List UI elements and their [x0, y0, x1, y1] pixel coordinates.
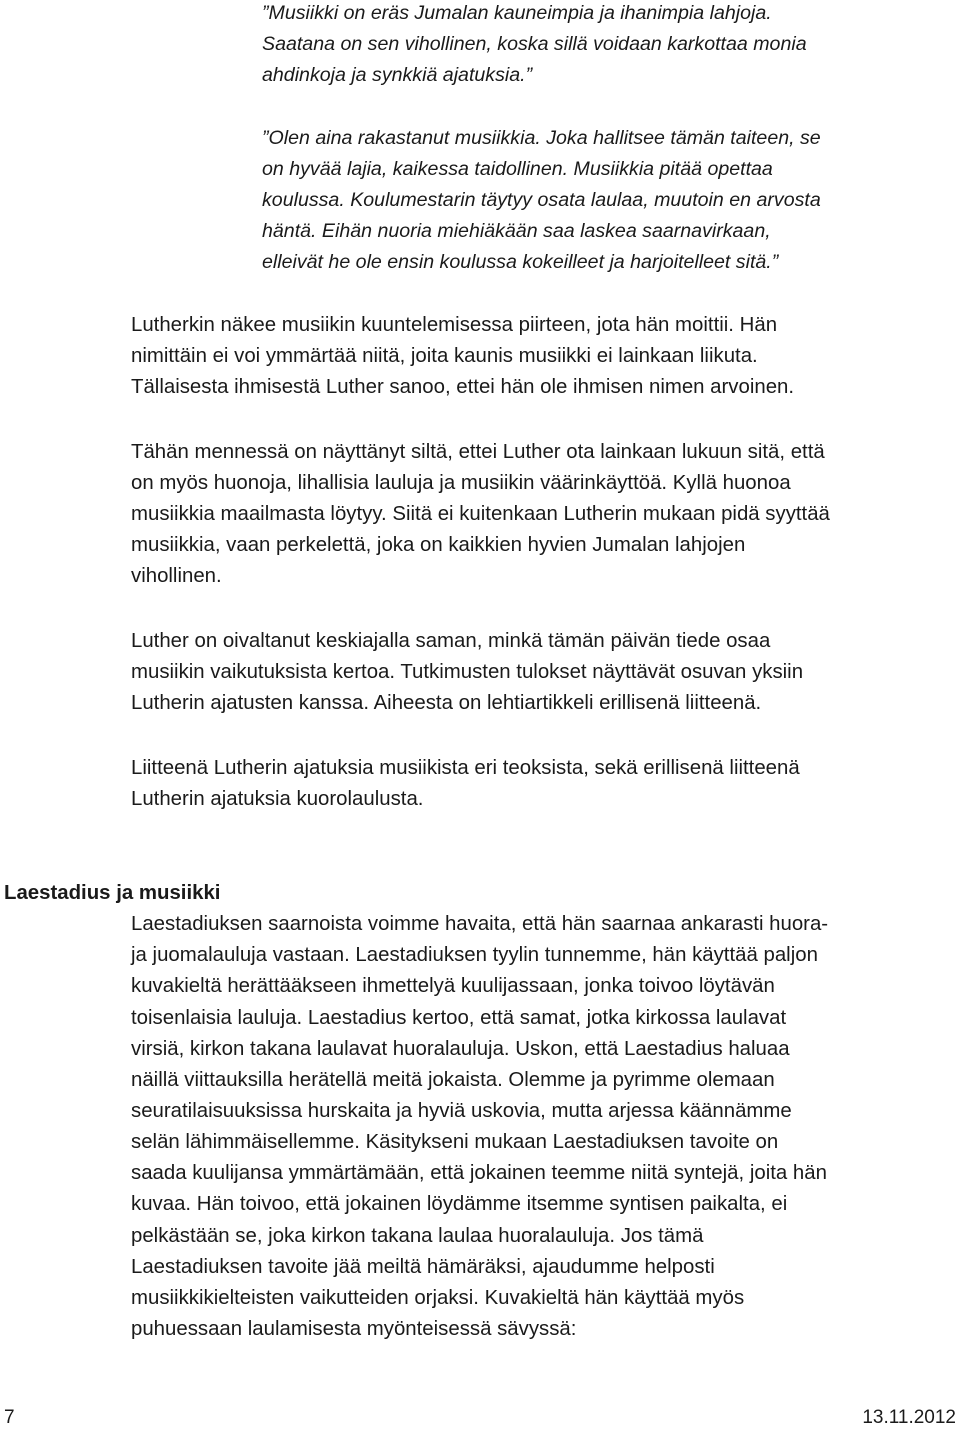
footer-date: 13.11.2012: [862, 1407, 956, 1428]
quote2-line: elleivät he ole ensin koulussa kokeilleet ja harjoitelleet sitä.”: [262, 251, 779, 273]
para3-line: musiikin vaikutuksista kertoa. Tutkimusten tulokset näyttävät osuvan yksiin: [131, 661, 804, 683]
section-heading: Laestadius ja musiikki: [4, 882, 221, 904]
para4-line: Liitteenä Lutherin ajatuksia musiikista eri teoksista, sekä erillisenä liitteenä: [131, 757, 800, 779]
para2-line: vihollinen.: [131, 565, 222, 587]
para5-line: näillä viittauksilla herätellä meitä jokaista. Olemme ja pyrimme olemaan: [131, 1069, 775, 1091]
para2-line: musiikkia maailmasta löytyy. Siitä ei kuitenkaan Lutherin mukaan pidä syyttää: [131, 503, 830, 525]
para5-line: kuvakieltä herättääkseen ihmettelyä kuulijassaan, jonka toivoo löytävän: [131, 975, 775, 997]
para1-line: Lutherkin näkee musiikin kuuntelemisessa piirteen, jota hän moittii. Hän: [131, 314, 778, 336]
para5-line: toisenlaisia lauluja. Laestadius kertoo, että samat, jotka kirkossa laulavat: [131, 1007, 787, 1029]
quote2-line: on hyvää lajia, kaikessa taidollinen. Musiikkia pitää opettaa: [262, 158, 773, 180]
para5-line: Laestadiuksen saarnoista voimme havaita, että hän saarnaa ankarasti huora-: [131, 913, 829, 935]
quote2-line: koulussa. Koulumestarin täytyy osata laulaa, muutoin en arvosta: [262, 189, 821, 211]
para5-line: musiikkikielteisten vaikutteiden orjaksi. Kuvakieltä hän käyttää myös: [131, 1287, 745, 1309]
quote1-line: ”Musiikki on eräs Jumalan kauneimpia ja ihanimpia lahjoja.: [262, 2, 772, 24]
para5-line: seuratilaisuuksissa hurskaita ja hyviä uskovia, mutta arjessa käännämme: [131, 1100, 792, 1122]
para5-line: virsiä, kirkon takana laulavat huoralauluja. Uskon, että Laestadius haluaa: [131, 1038, 790, 1060]
quote1-line: ahdinkoja ja synkkiä ajatuksia.”: [262, 64, 533, 86]
para4-line: Lutherin ajatuksia kuorolaulusta.: [131, 788, 424, 810]
para2-line: Tähän mennessä on näyttänyt siltä, ettei Luther ota lainkaan lukuun sitä, että: [131, 441, 825, 463]
para5-line: ja juomalauluja vastaan. Laestadiuksen tyylin tunnemme, hän käyttää paljon: [131, 944, 818, 966]
para5-line: pelkästään se, joka kirkon takana laulaa huoralauluja. Jos tämä: [131, 1225, 704, 1247]
para3-line: Lutherin ajatusten kanssa. Aiheesta on lehtiartikkeli erillisenä liitteenä.: [131, 692, 762, 714]
page-number: 7: [4, 1407, 15, 1428]
para3-line: Luther on oivaltanut keskiajalla saman, minkä tämän päivän tiede osaa: [131, 630, 771, 652]
para2-line: on myös huonoja, lihallisia lauluja ja musiikin väärinkäyttöä. Kyllä huonoa: [131, 472, 791, 494]
para5-line: selän lähimmäisellemme. Käsitykseni mukaan Laestadiuksen tavoite on: [131, 1131, 779, 1153]
para1-line: Tällaisesta ihmisestä Luther sanoo, ettei hän ole ihmisen nimen arvoinen.: [131, 376, 795, 398]
para5-line: kuvaa. Hän toivoo, että jokainen löydämme itsemme syntisen paikalta, ei: [131, 1193, 788, 1215]
quote2-line: ”Olen aina rakastanut musiikkia. Joka hallitsee tämän taiteen, se: [262, 127, 821, 149]
para5-line: Laestadiuksen tavoite jää meiltä hämäräksi, ajaudumme helposti: [131, 1256, 715, 1278]
para1-line: nimittäin ei voi ymmärtää niitä, joita kaunis musiikki ei lainkaan liikuta.: [131, 345, 758, 367]
quote1-line: Saatana on sen vihollinen, koska sillä voidaan karkottaa monia: [262, 33, 807, 55]
para5-line: puhuessaan laulamisesta myönteisessä sävyssä:: [131, 1318, 577, 1340]
para2-line: musiikkia, vaan perkelettä, joka on kaikkien hyvien Jumalan lahjojen: [131, 534, 746, 556]
quote2-line: häntä. Eihän nuoria miehiäkään saa laskea saarnavirkaan,: [262, 220, 771, 242]
para5-line: saada kuulijansa ymmärtämään, että jokainen teemme niitä syntejä, joita hän: [131, 1162, 827, 1184]
